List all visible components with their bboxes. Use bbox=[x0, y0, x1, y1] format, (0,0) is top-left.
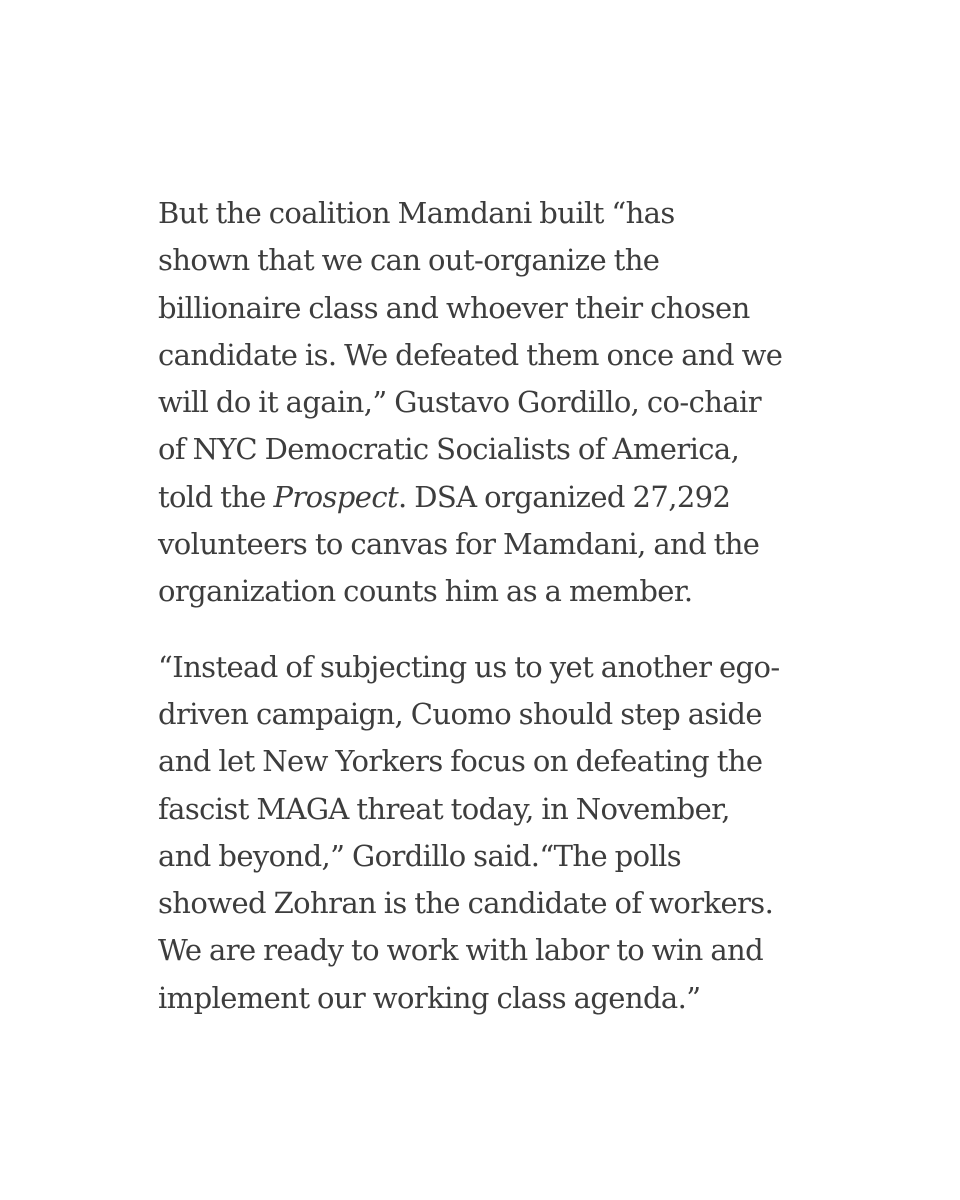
text-line: of NYC Democratic Socialists of America, bbox=[158, 432, 740, 467]
text-line: driven campaign, Cuomo should step aside bbox=[158, 696, 762, 731]
paragraph-coalition bbox=[158, 190, 858, 616]
text-line bbox=[158, 474, 858, 521]
text-line: But the coalition Mamdani built “has bbox=[158, 196, 675, 230]
text-line: “Instead of subjecting us to yet another ego- bbox=[158, 649, 780, 684]
text-line: fascist MAGA threat today, in November, bbox=[158, 791, 730, 826]
text-line: showed Zohran is the candidate of workers. bbox=[158, 886, 774, 921]
text-line: shown that we can out-organize the bbox=[158, 243, 660, 278]
text-line: organization counts him as a member. bbox=[158, 574, 693, 609]
paragraph-quote bbox=[158, 644, 858, 1022]
text-line-start: told the bbox=[158, 479, 274, 514]
text-line: billionaire class and whoever their chosen bbox=[158, 290, 750, 325]
text-line: and beyond,” Gordillo said.“The polls bbox=[158, 838, 682, 873]
text-line: volunteers to canvas for Mamdani, and the bbox=[158, 527, 760, 562]
text-line: will do it again,” Gustavo Gordillo, co-chair bbox=[158, 385, 761, 420]
text-line: candidate is. We defeated them once and we bbox=[158, 337, 783, 372]
text-line-end: . DSA organized 27,292 bbox=[398, 479, 731, 514]
text-line: implement our working class agenda.” bbox=[158, 980, 701, 1015]
text-line: We are ready to work with labor to win and bbox=[158, 933, 764, 968]
article-body bbox=[158, 190, 858, 1022]
text-line: and let New Yorkers focus on defeating the bbox=[158, 744, 763, 779]
publication-name: Prospect bbox=[273, 479, 399, 514]
